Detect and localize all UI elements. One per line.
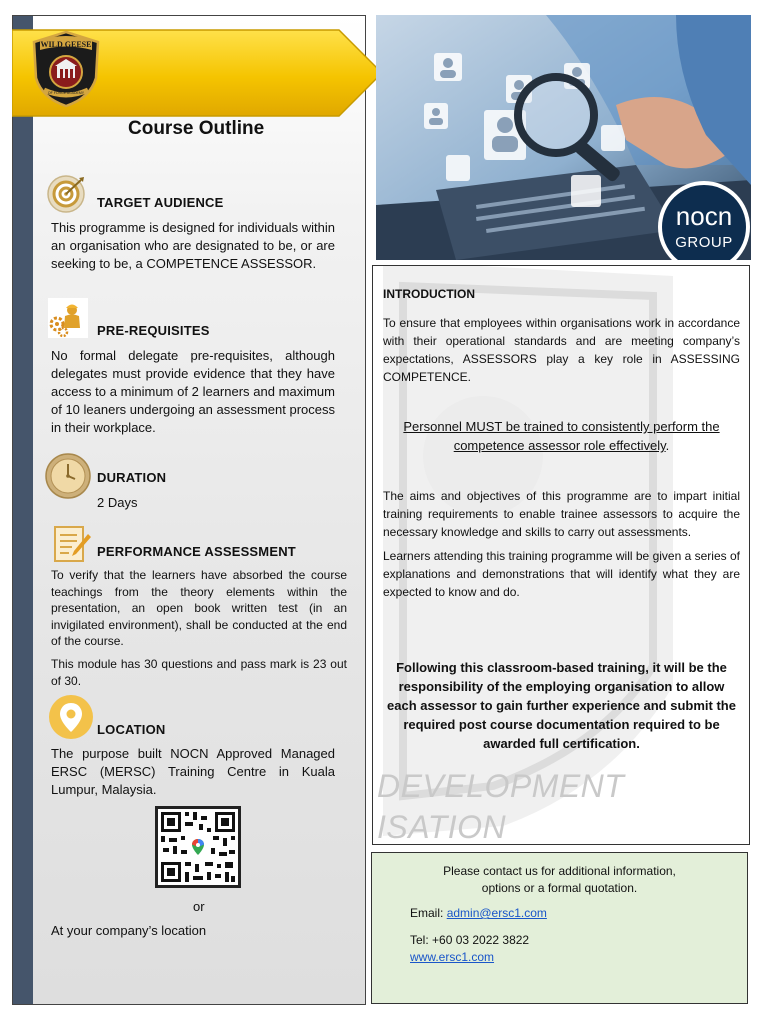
clock-icon xyxy=(44,452,92,500)
closing-statement: Following this classroom-based training, it will be the responsibility of the employing organisation to allow each assessor to gain further experience and submit the required post course documentation required to be awarded full certification. xyxy=(387,660,736,751)
qr-code[interactable] xyxy=(155,806,241,888)
target-audience-heading: TARGET AUDIENCE xyxy=(97,195,224,210)
company-location-text: At your company’s location xyxy=(51,923,207,938)
or-text: or xyxy=(193,899,205,914)
performance-assessment-heading: PERFORMANCE ASSESSMENT xyxy=(97,544,296,559)
introduction-paragraph-2: The aims and objectives of this programme are to impart initial training requirements to enable trainee assessors to acquire the necessary knowledge and skills to carry out assessments. xyxy=(383,489,740,539)
watermark-line-1: DEVELOPMENT xyxy=(377,768,625,804)
wild-geese-logo xyxy=(30,30,102,108)
document-pen-icon xyxy=(52,524,92,564)
website-link[interactable]: www.ersc1.com xyxy=(410,950,495,964)
performance-assessment-text: To verify that the learners have absorbed the course teachings from the theory elements within the presentation, an open book written test (in an invigilated environment), shall be conducted at the end of the course. xyxy=(51,568,347,648)
hero-image xyxy=(376,15,751,260)
page-title: Course Outline xyxy=(128,118,265,139)
introduction-heading: INTRODUCTION xyxy=(383,287,475,301)
email-link[interactable]: admin@ersc1.com xyxy=(446,906,547,920)
target-icon xyxy=(46,174,86,214)
pre-requisites-text: No formal delegate pre-requisites, although delegates must provide evidence that they have access to a minimum of 2 learners and maximum of 10 leaners undergoing an assessment process in their workplace. xyxy=(51,348,336,435)
key-message-period: . xyxy=(665,438,670,453)
key-message xyxy=(383,417,740,455)
nocn-group-text: GROUP xyxy=(675,234,733,251)
telephone-number: Tel: +60 03 2022 3822 xyxy=(410,933,530,947)
duration-heading: DURATION xyxy=(97,470,167,485)
logo-text: WILD GEESE xyxy=(40,40,92,49)
contact-intro xyxy=(372,863,747,897)
email-line xyxy=(410,906,547,920)
email-label: Email: xyxy=(410,906,447,920)
website-line xyxy=(410,950,494,964)
pre-requisites-heading: PRE-REQUISITES xyxy=(97,323,210,338)
contact-intro-line-2: options or a formal quotation. xyxy=(481,881,638,895)
pass-mark-text: This module has 30 questions and pass mark is 23 out of 30. xyxy=(51,657,347,688)
duration-value: 2 Days xyxy=(97,495,138,510)
location-heading: LOCATION xyxy=(97,722,166,737)
worker-gears-icon xyxy=(48,298,88,338)
introduction-paragraph-1: To ensure that employees within organisations work in accordance with their operational standards and are meeting company’s expectations, ASSESSORS play a key role in ASSESSING COMPETENCE. xyxy=(383,316,740,384)
contact-intro-line-1: Please contact us for additional information, xyxy=(443,864,676,878)
introduction-paragraph-3: Learners attending this training programme will be given a series of explanations and demonstrations that will identify what they are expected to know and do. xyxy=(383,549,740,599)
location-text: The purpose built NOCN Approved Managed ERSC (MERSC) Training Centre in Kuala Lumpur, Malaysia. xyxy=(51,746,335,797)
nocn-badge-text: nocn xyxy=(675,201,733,231)
introduction-box xyxy=(372,265,750,845)
contact-box xyxy=(371,852,748,1004)
target-audience-text: This programme is designed for individuals within an organisation who are designated to be, or are seeking to be, a COMPETENCE ASSESSOR. xyxy=(51,220,335,271)
left-stripe xyxy=(13,16,33,1004)
location-pin-icon xyxy=(48,694,94,740)
logo-subtext: OF FORCE ACADEMY xyxy=(47,91,85,95)
key-message-underlined: Personnel MUST be trained to consistently perform the competence assessor role effectively xyxy=(403,419,720,453)
watermark-line-2: ISATION xyxy=(377,809,507,845)
